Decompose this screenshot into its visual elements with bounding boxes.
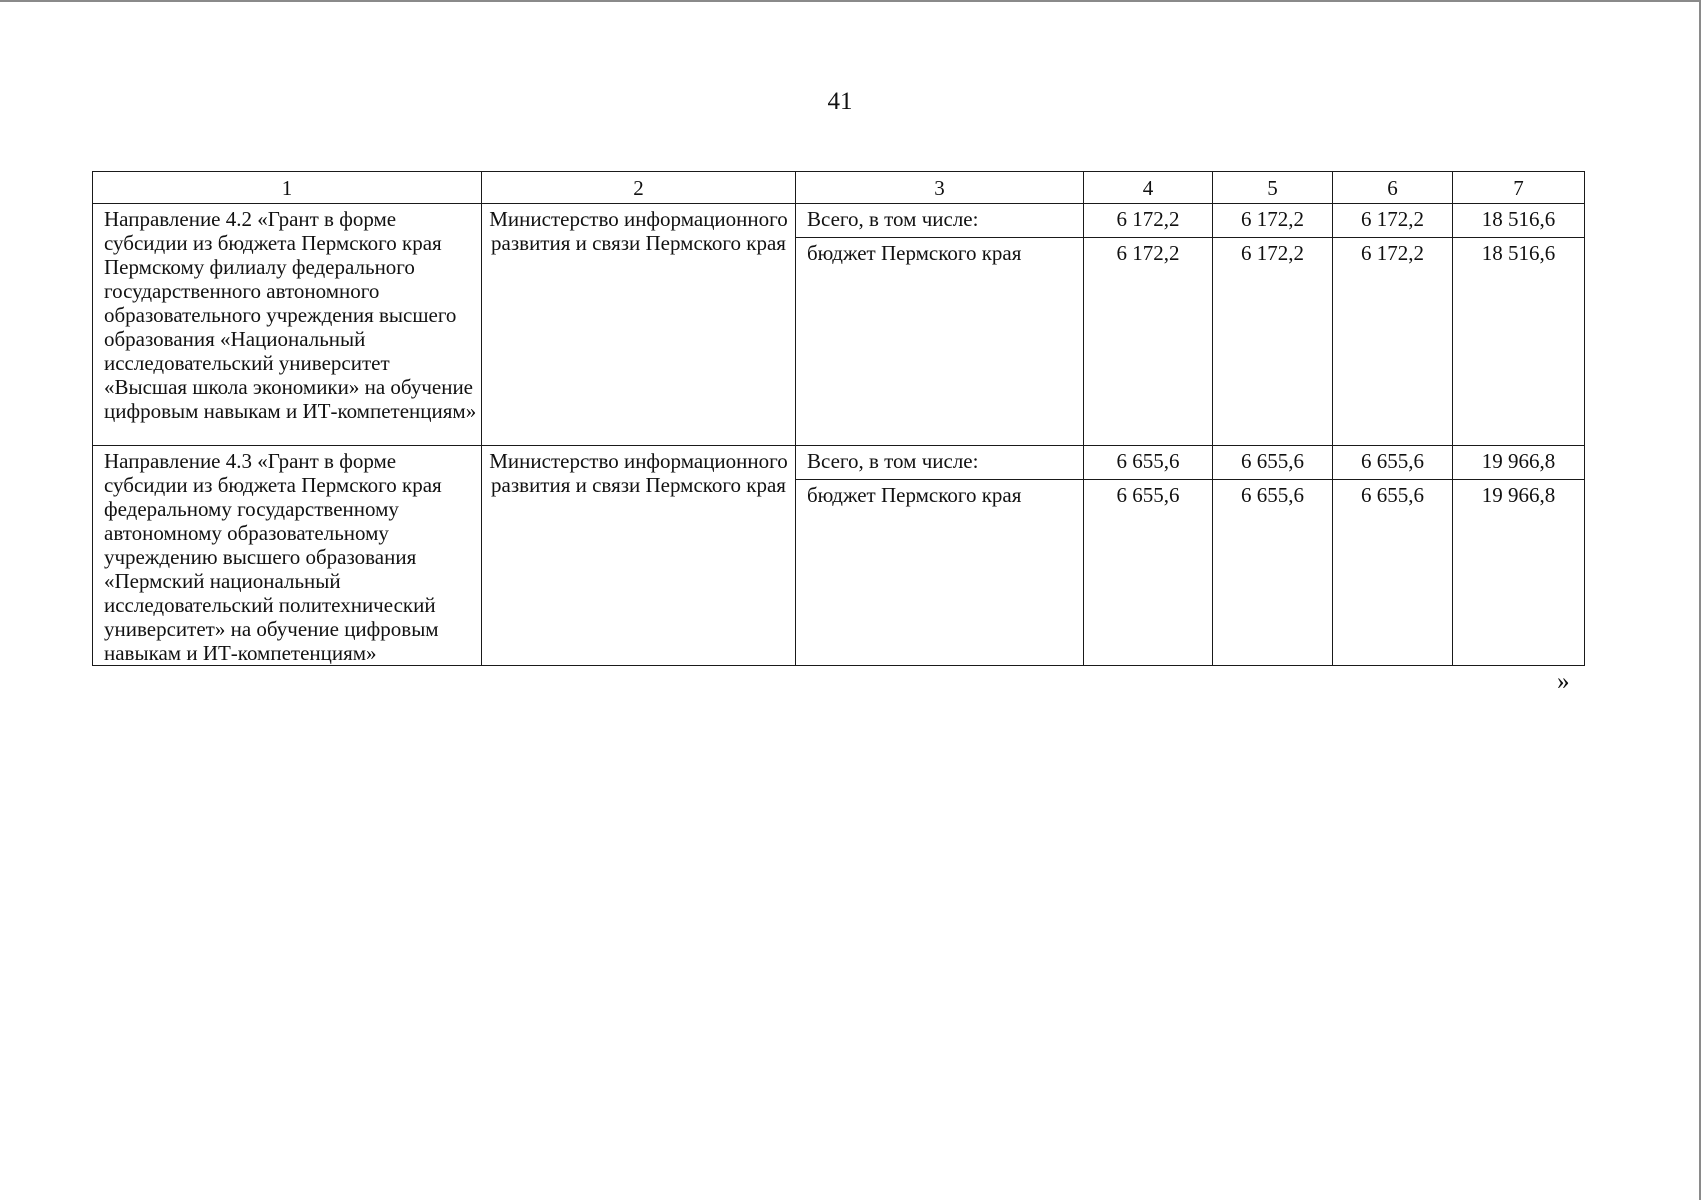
executor: Министерство информационного развития и связи Пермского края [482,446,796,666]
column-number: 7 [1453,172,1585,204]
amount-cell: 6 172,2 [1213,204,1333,238]
scan-edge-top [0,0,1701,2]
funding-source-total: Всего, в том числе: [796,446,1084,480]
amount-cell: 18 516,6 [1453,238,1585,446]
amount-cell: 6 172,2 [1333,204,1453,238]
direction-name: Направление 4.3 «Грант в форме субсидии из бюджета Пермского края федеральному государственному автономному образовательному учреждению высшего образования «Пермский национальный исследовательский политехнический университет» на обучение цифровым навыкам и ИТ-компетенциям» [93,446,482,666]
amount-cell: 19 966,8 [1453,480,1585,666]
column-number: 4 [1084,172,1213,204]
amount-cell: 6 655,6 [1084,480,1213,666]
direction-name: Направление 4.2 «Грант в форме субсидии из бюджета Пермского края Пермскому филиалу федерального государственного автономного образовательного учреждения высшего образования «Национальный исследовательский университет «Высшая школа экономики» на обучение цифровым навыкам и ИТ-компетенциям» [93,204,482,446]
amount-cell: 6 655,6 [1213,480,1333,666]
column-number: 6 [1333,172,1453,204]
funding-source-budget: бюджет Пермского края [796,480,1084,666]
amount-cell: 6 655,6 [1084,446,1213,480]
page-number: 41 [827,88,853,115]
amount-cell: 6 172,2 [1213,238,1333,446]
budget-table [92,171,1585,666]
amount-cell: 6 172,2 [1084,204,1213,238]
column-number: 2 [482,172,796,204]
executor: Министерство информационного развития и связи Пермского края [482,204,796,446]
column-number: 3 [796,172,1084,204]
amount-cell: 6 172,2 [1084,238,1213,446]
amount-cell: 6 655,6 [1213,446,1333,480]
amount-cell: 6 655,6 [1333,480,1453,666]
amount-cell: 6 172,2 [1333,238,1453,446]
amount-cell: 18 516,6 [1453,204,1585,238]
column-number: 1 [93,172,482,204]
column-number-row [93,172,1585,204]
column-number: 5 [1213,172,1333,204]
table-row [93,204,1585,238]
funding-source-budget: бюджет Пермского края [796,238,1084,446]
amount-cell: 6 655,6 [1333,446,1453,480]
amount-cell: 19 966,8 [1453,446,1585,480]
funding-source-total: Всего, в том числе: [796,204,1084,238]
table-row [93,446,1585,480]
closing-quote: » [1557,668,1570,695]
